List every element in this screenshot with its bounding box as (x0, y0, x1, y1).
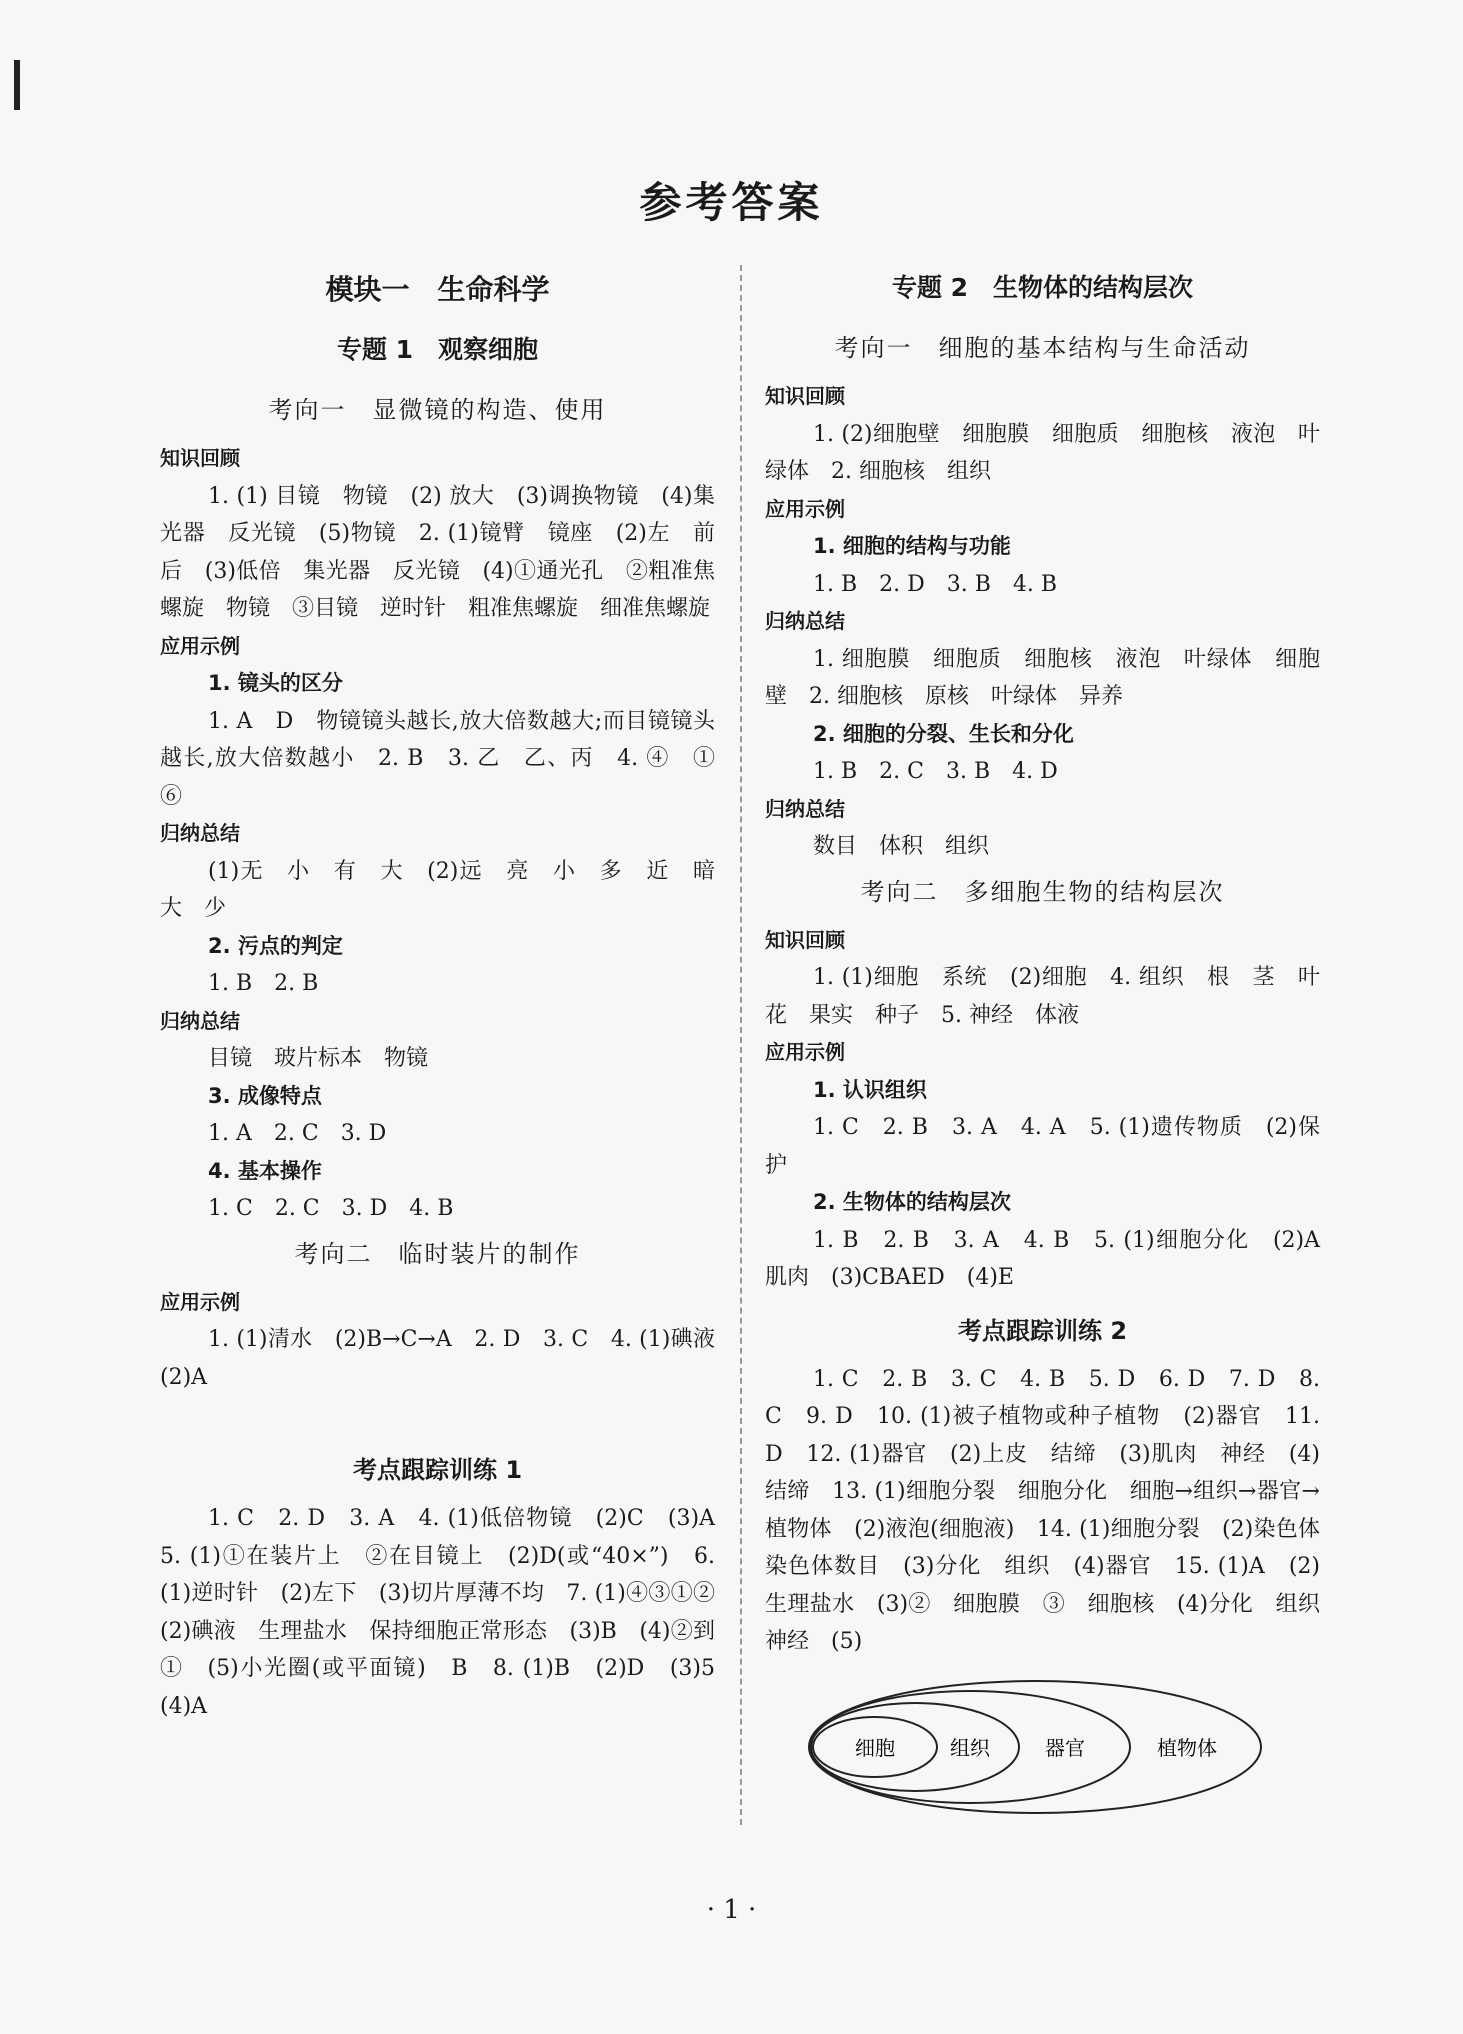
module-heading: 模块一 生命科学 (325, 273, 550, 306)
sub-heading: 2. 污点的判定 (208, 933, 343, 958)
section-label: 归纳总结 (160, 1008, 240, 1033)
section-label: 应用示例 (765, 496, 845, 521)
venn-label-cell: 细胞 (855, 1735, 895, 1760)
direction-2-heading: 考向二 多细胞生物的结构层次 (860, 877, 1225, 906)
left-column (160, 270, 738, 1725)
answer-text: (1)无 小 有 大 (2)远 亮 小 多 近 暗 大 少 (160, 858, 738, 921)
section-label: 归纳总结 (765, 796, 845, 821)
answer-text: 数目 体积 组织 (813, 834, 990, 859)
sub-heading: 1. 细胞的结构与功能 (813, 534, 1011, 558)
venn-label-plant: 植物体 (1157, 1735, 1217, 1760)
answer-text: 1. B 2. C 3. B 4. D (813, 759, 1058, 784)
answer-text: 1. C 2. C 3. D 4. B (208, 1196, 454, 1221)
training-1-heading: 考点跟踪训练 1 (352, 1456, 523, 1484)
answer-text: 1. B 2. B 3. A 4. B 5. (1)细胞分化 (2)A 肌肉 (3)CBAED (4)E (765, 1227, 1343, 1290)
edge-mark (14, 60, 20, 110)
section-label: 知识回顾 (160, 446, 240, 470)
structure-levels-venn (805, 1675, 1275, 1825)
sub-heading: 4. 基本操作 (208, 1158, 322, 1183)
sub-heading: 2. 细胞的分裂、生长和分化 (813, 721, 1074, 746)
section-label: 应用示例 (765, 1040, 845, 1064)
answer-text: 1. C 2. B 3. A 4. A 5. (1)遗传物质 (2)保护 (765, 1115, 1320, 1178)
answer-text: 1. A D 物镜镜头越长,放大倍数越大;而目镜镜头越长,放大倍数越小 2. B 3. 乙 乙、丙 4. ④ ① ⑥ (160, 708, 738, 809)
venn-label-organ: 器官 (1045, 1735, 1085, 1760)
section-label: 归纳总结 (765, 609, 845, 633)
page-title: 参考答案 (639, 178, 824, 227)
direction-1-heading: 考向一 显微镜的构造、使用 (268, 396, 607, 424)
answer-text: 1. B 2. D 3. B 4. B (813, 571, 1058, 597)
sub-heading: 1. 认识组织 (813, 1077, 927, 1102)
sub-heading: 3. 成像特点 (208, 1083, 322, 1108)
sub-heading: 2. 生物体的结构层次 (813, 1190, 1011, 1214)
answer-text: 1. A 2. C 3. D (208, 1121, 387, 1146)
answer-text: 1. C 2. D 3. A 4. (1)低倍物镜 (2)C (3)A 5. (1)①在装片上 ②在目镜上 (2)D(或“40×”) 6. (1)逆时针 (2)左下 (3)切片厚薄不均 7. (1)④③①② (2)碘液 生理盐水 保持细胞正常形态 (3)B (4)②到① (5)小光圈(或平面镜) B 8. (1)B (2)D (3)5 (4)A (160, 1506, 738, 1719)
answer-text: 1. (2)细胞壁 细胞膜 细胞质 细胞核 液泡 叶绿体 2. 细胞核 组织 (765, 421, 1320, 484)
answer-text: 目镜 玻片标本 物镜 (208, 1046, 429, 1071)
answer-text: 1. B 2. B (208, 971, 319, 996)
training-2-heading: 考点跟踪训练 2 (957, 1316, 1128, 1345)
right-column (765, 270, 1343, 1825)
section-label: 应用示例 (160, 633, 240, 658)
venn-label-tissue: 组织 (950, 1735, 990, 1760)
answer-text: 1. (1) 目镜 物镜 (2) 放大 (3)调换物镜 (4)集光器 反光镜 (5)物镜 2. (1)镜臂 镜座 (2)左 前 后 (3)低倍 集光器 反光镜 (4)①通光孔 ②粗准焦螺旋 物镜 ③目镜 逆时针 粗准焦螺旋 细准焦螺旋 (160, 483, 738, 621)
section-label: 知识回顾 (765, 384, 845, 408)
topic-2-heading: 专题 2 生物体的结构层次 (891, 273, 1194, 302)
section-label: 归纳总结 (160, 821, 240, 845)
page-number: · 1 · (706, 1895, 757, 1925)
answer-text: 1. C 2. B 3. C 4. B 5. D 6. D 7. D 8. C 9. D 10. (1)被子植物或种子植物 (2)器官 11. D 12. (1)器官 (2)上皮 结缔 (3)肌肉 神经 (4) 结缔 13. (1)细胞分裂 细胞分化 细胞→组织→器官→植物体 (2)液泡(细胞液) 14. (1)细胞分裂 (2)染色体 染色体数目 (3)分化 组织 (4)器官 15. (1)A (2)生理盐水 (3)② 细胞膜 ③ 细胞核 (4)分化 组织 神经 (5) (765, 1366, 1343, 1654)
direction-2-heading: 考向二 临时装片的制作 (294, 1239, 581, 1268)
column-divider (740, 265, 742, 1825)
answer-text: 1. 细胞膜 细胞质 细胞核 液泡 叶绿体 细胞壁 2. 细胞核 原核 叶绿体 异养 (765, 646, 1320, 709)
section-label: 知识回顾 (765, 927, 845, 952)
answer-text: 1. (1)细胞 系统 (2)细胞 4. 组织 根 茎 叶 花 果实 种子 5. 神经 体液 (765, 965, 1343, 1028)
answer-text: 1. (1)清水 (2)B→C→A 2. D 3. C 4. (1)碘液 (2)A (160, 1327, 738, 1390)
direction-1-heading: 考向一 细胞的基本结构与生命活动 (834, 334, 1251, 362)
topic-1-heading: 专题 1 观察细胞 (336, 335, 539, 364)
sub-heading: 1. 镜头的区分 (208, 671, 343, 695)
section-label: 应用示例 (160, 1289, 240, 1314)
